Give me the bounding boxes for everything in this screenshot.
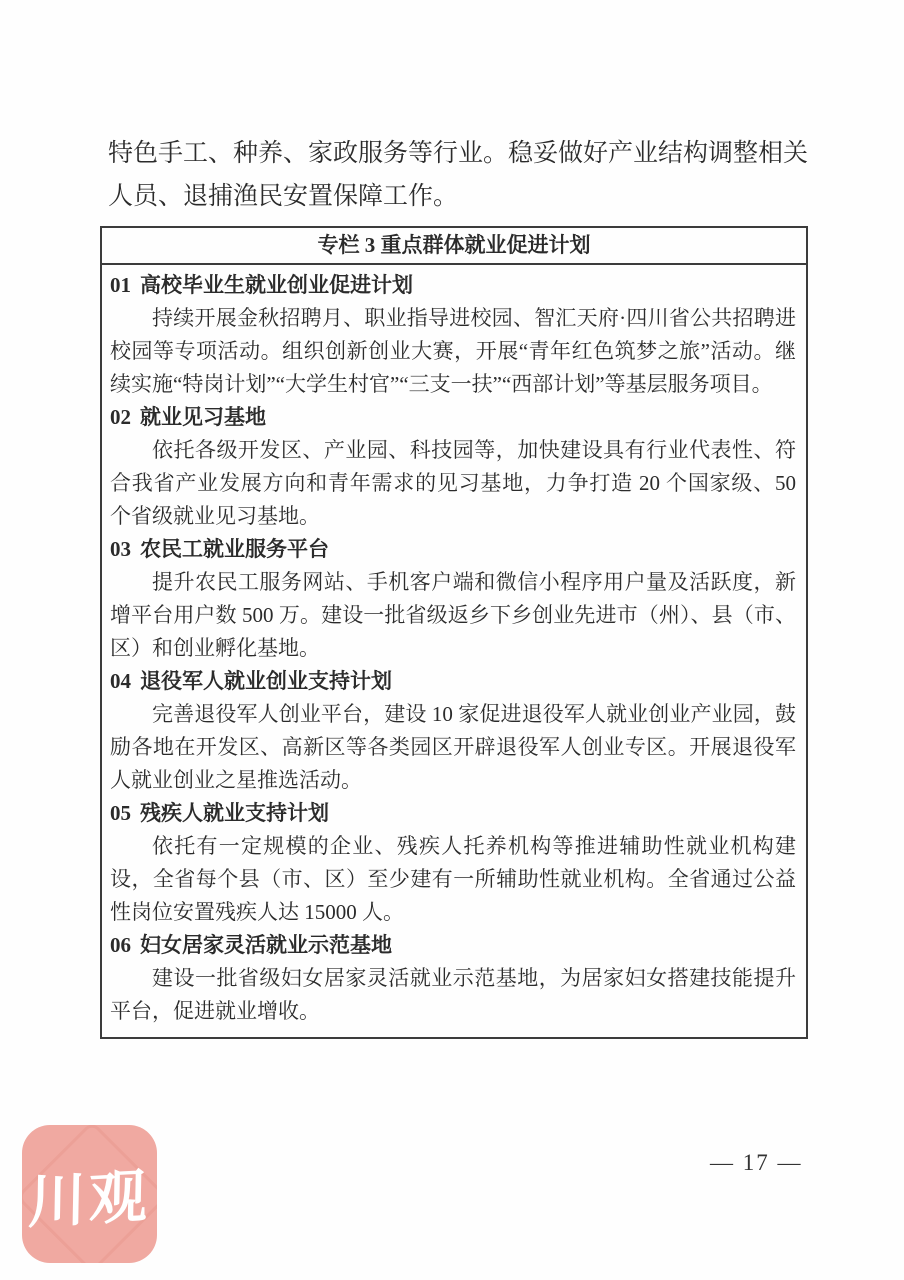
item-title: 妇女居家灵活就业示范基地 (140, 933, 392, 957)
item-heading (110, 797, 796, 830)
special-column-box (100, 226, 808, 1039)
item-number: 05 (110, 801, 131, 825)
logo-text: 川观 (27, 1161, 151, 1237)
item-body-text: 完善退役军人创业平台，建设 10 家促进退役军人就业创业产业园，鼓励各地在开发区、高新区等各类园区开辟退役军人创业专区。开展退役军人就业创业之星推选活动。 (110, 702, 796, 792)
panel-item-01 (110, 269, 796, 401)
item-heading (110, 533, 796, 566)
chuanguan-watermark (22, 1125, 157, 1263)
item-title: 就业见习基地 (140, 405, 266, 429)
item-heading (110, 929, 796, 962)
item-body-text: 依托各级开发区、产业园、科技园等，加快建设具有行业代表性、符合我省产业发展方向和青年需求的见习基地，力争打造 20 个国家级、50 个省级就业见习基地。 (110, 438, 796, 528)
item-number: 04 (110, 669, 131, 693)
item-title: 高校毕业生就业创业促进计划 (140, 273, 413, 297)
intro-paragraph: 特色手工、种养、家政服务等行业。稳妥做好产业结构调整相关人员、退捕渔民安置保障工作。 (108, 140, 809, 210)
panel-item-06 (110, 929, 796, 1028)
panel-item-05 (110, 797, 796, 929)
item-body-text: 提升农民工服务网站、手机客户端和微信小程序用户量及活跃度，新增平台用户数 500 万。建设一批省级返乡下乡创业先进市（州）、县（市、区）和创业孵化基地。 (110, 570, 796, 660)
item-title: 退役军人就业创业支持计划 (140, 669, 392, 693)
item-heading (110, 665, 796, 698)
panel-item-02 (110, 401, 796, 533)
item-heading (110, 401, 796, 434)
panel-item-04 (110, 665, 796, 797)
item-number: 01 (110, 273, 131, 297)
panel-body (102, 265, 806, 1037)
panel-title: 专栏 3 重点群体就业促进计划 (102, 228, 806, 265)
chuanguan-logo (22, 1125, 157, 1263)
item-number: 03 (110, 537, 131, 561)
item-title: 农民工就业服务平台 (140, 537, 329, 561)
panel-item-03 (110, 533, 796, 665)
item-title: 残疾人就业支持计划 (140, 801, 329, 825)
item-heading (110, 269, 796, 302)
item-body-text: 依托有一定规模的企业、残疾人托养机构等推进辅助性就业机构建设，全省每个县（市、区）至少建有一所辅助性就业机构。全省通过公益性岗位安置残疾人达 15000 人。 (110, 834, 796, 924)
item-body-text: 持续开展金秋招聘月、职业指导进校园、智汇天府·四川省公共招聘进校园等专项活动。组织创新创业大赛，开展“青年红色筑梦之旅”活动。继续实施“特岗计划”“大学生村官”“三支一扶”“西部计划”等基层服务项目。 (110, 306, 796, 396)
item-number: 02 (110, 405, 131, 429)
page-number: — 17 — (710, 1150, 803, 1175)
item-number: 06 (110, 933, 131, 957)
item-body-text: 建设一批省级妇女居家灵活就业示范基地，为居家妇女搭建技能提升平台，促进就业增收。 (110, 966, 796, 1023)
